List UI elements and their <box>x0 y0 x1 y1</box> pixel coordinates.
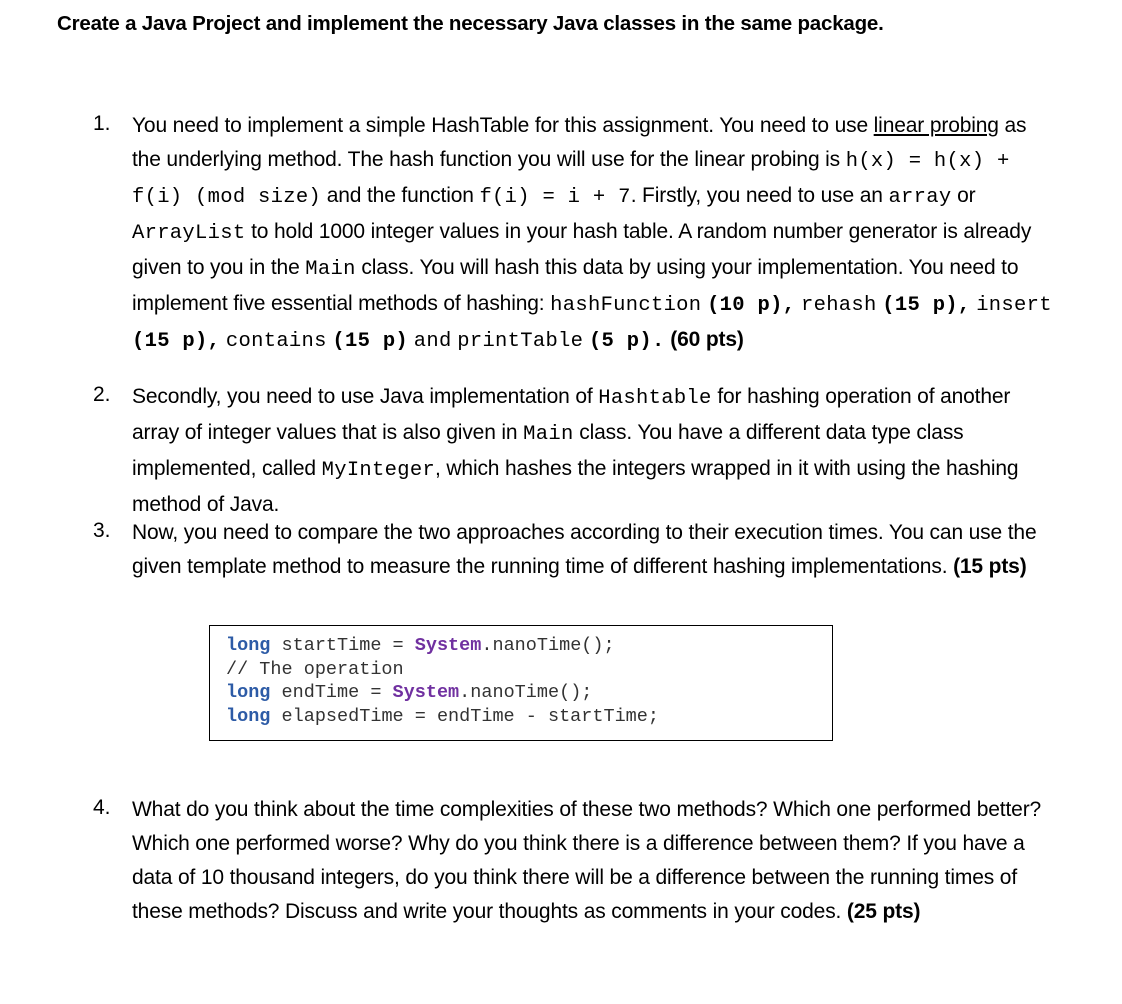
code-snippet: long startTime = System.nanoTime(); // The operation long endTime = System.nanoTime(); long elapsedTime = endTime - startTime; <box>209 625 833 741</box>
hash-formula: h(x) = h(x) + f(i) (mod size) <box>132 150 1010 209</box>
item-1-text: You need to implement a simple HashTable for this assignment. You need to use linear probing as the underlying method. The hash function you will use for the linear probing is h(x) = h(x) + f(i) (mod size) and the function f(i) = i + 7. Firstly, you need to use an array or ArrayList to hold 1000 integer values in your hash table. A random number generator is already given to you in the Main class. You will hash this data by using your implementation. You need to implement five essential methods of hashing: hashFunction (10 p), rehash (15 p), insert (15 p), contains (15 p) and printTable (5 p). (60 pts) <box>132 114 1052 353</box>
page-title: Create a Java Project and implement the necessary Java classes in the same package. <box>57 12 884 35</box>
linear-probing-term: linear probing <box>873 114 999 137</box>
item-2-text: Secondly, you need to use Java implementation of Hashtable for hashing operation of another array of integer values that is also given in Main class. You have a different data type class implemented, called MyInteger, which hashes the integers wrapped in it with using the hashing method of Java. <box>132 385 1019 516</box>
item-3-points: (15 pts) <box>953 555 1027 578</box>
item-2-number: 2. <box>93 383 111 406</box>
item-1-number: 1. <box>93 112 111 135</box>
f-formula: f(i) = i + 7 <box>479 186 631 209</box>
item-1-points: (60 pts) <box>670 328 744 351</box>
item-4-number: 4. <box>93 796 111 819</box>
item-3-text: Now, you need to compare the two approaches according to their execution times. You can use the given template method to measure the running time of different hashing implementations. (15 pts) <box>132 521 1037 578</box>
item-4-text: What do you think about the time complexities of these two methods? Which one performed better? Which one performed worse? Why do you think there is a difference between them? If you have a data of 10 thousand integers, do you think there will be a difference between the running times of these methods? Discuss and write your thoughts as comments in your codes. (25 pts) <box>132 798 1042 923</box>
item-3-number: 3. <box>93 519 111 542</box>
item-4-points: (25 pts) <box>846 900 921 923</box>
